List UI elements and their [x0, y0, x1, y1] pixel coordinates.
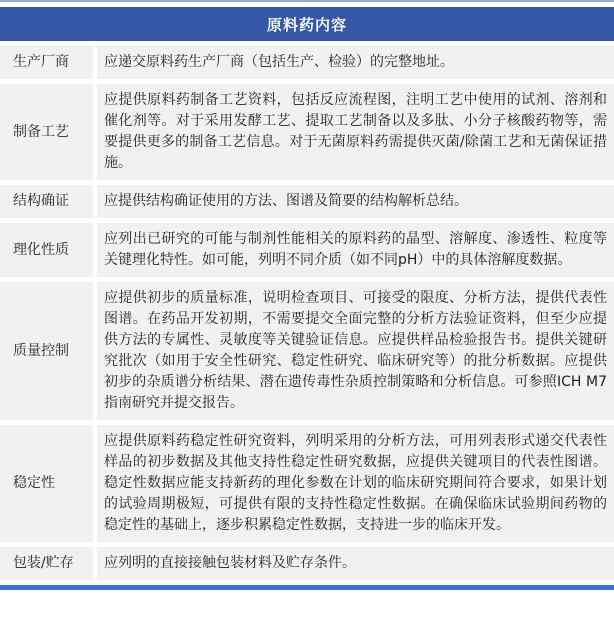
table-title: 原料药内容	[0, 7, 614, 41]
row-label: 质量控制	[0, 282, 93, 420]
row-label: 理化性质	[0, 223, 93, 277]
table-row	[0, 282, 614, 420]
row-content: 应提供原料药制备工艺资料，包括反应流程图，注明工艺中使用的试剂、溶剂和催化剂等。对于采用发酵工艺、提取工艺制备以及多肽、小分子核酸药物等，需要提供更多的制备工艺信息。对于无菌原料药需提供灭菌/除菌工艺和无菌保证措施。	[97, 84, 614, 180]
row-content: 应列出已研究的可能与制剂性能相关的原料药的晶型、溶解度、渗透性、粒度等关键理化特性。如可能，列明不同介质（如不同pH）中的具体溶解度数据。	[97, 223, 614, 277]
row-content: 应列明的直接接触包装材料及贮存条件。	[97, 547, 614, 580]
row-label: 制备工艺	[0, 84, 93, 180]
table-row	[0, 547, 614, 580]
table-row	[0, 223, 614, 277]
table-bottom-accent-bar	[0, 585, 614, 590]
row-label: 生产厂商	[0, 46, 93, 79]
row-content: 应递交原料药生产厂商（包括生产、检验）的完整地址。	[97, 46, 614, 79]
row-label: 稳定性	[0, 425, 93, 542]
row-content: 应提供初步的质量标准，说明检查项目、可接受的限度、分析方法，提供代表性图谱。在药品开发初期，不需要提交全面完整的分析方法验证资料，但至少应提供方法的专属性、灵敏度等关键验证信息。应提供样品检验报告书。提供关键研究批次（如用于安全性研究、稳定性研究、临床研究等）的批分析数据。应提供初步的杂质谱分析结果、潜在遗传毒性杂质控制策略和分析信息。可参照ICH M7指南研究并提交报告。	[97, 282, 614, 420]
row-content: 应提供原料药稳定性研究资料，列明采用的分析方法，可用列表形式递交代表性样品的初步数据及其他支持性稳定性研究数据，应提供关键项目的代表性图谱。稳定性数据应能支持新药的理化参数在计划的临床研究期间符合要求，如果计划的试验周期极短，可提供有限的支持性稳定性数据。在确保临床试验期间药物的稳定性的基础上，逐步积累稳定性数据，支持进一步的临床开发。	[97, 425, 614, 542]
table-row	[0, 46, 614, 79]
table-row	[0, 425, 614, 542]
row-label: 结构确证	[0, 185, 93, 218]
row-content: 应提供结构确证使用的方法、图谱及简要的结构解析总结。	[97, 185, 614, 218]
table-top-accent-line	[0, 0, 614, 2]
row-label: 包装/贮存	[0, 547, 93, 580]
table-row	[0, 84, 614, 180]
table-row	[0, 185, 614, 218]
